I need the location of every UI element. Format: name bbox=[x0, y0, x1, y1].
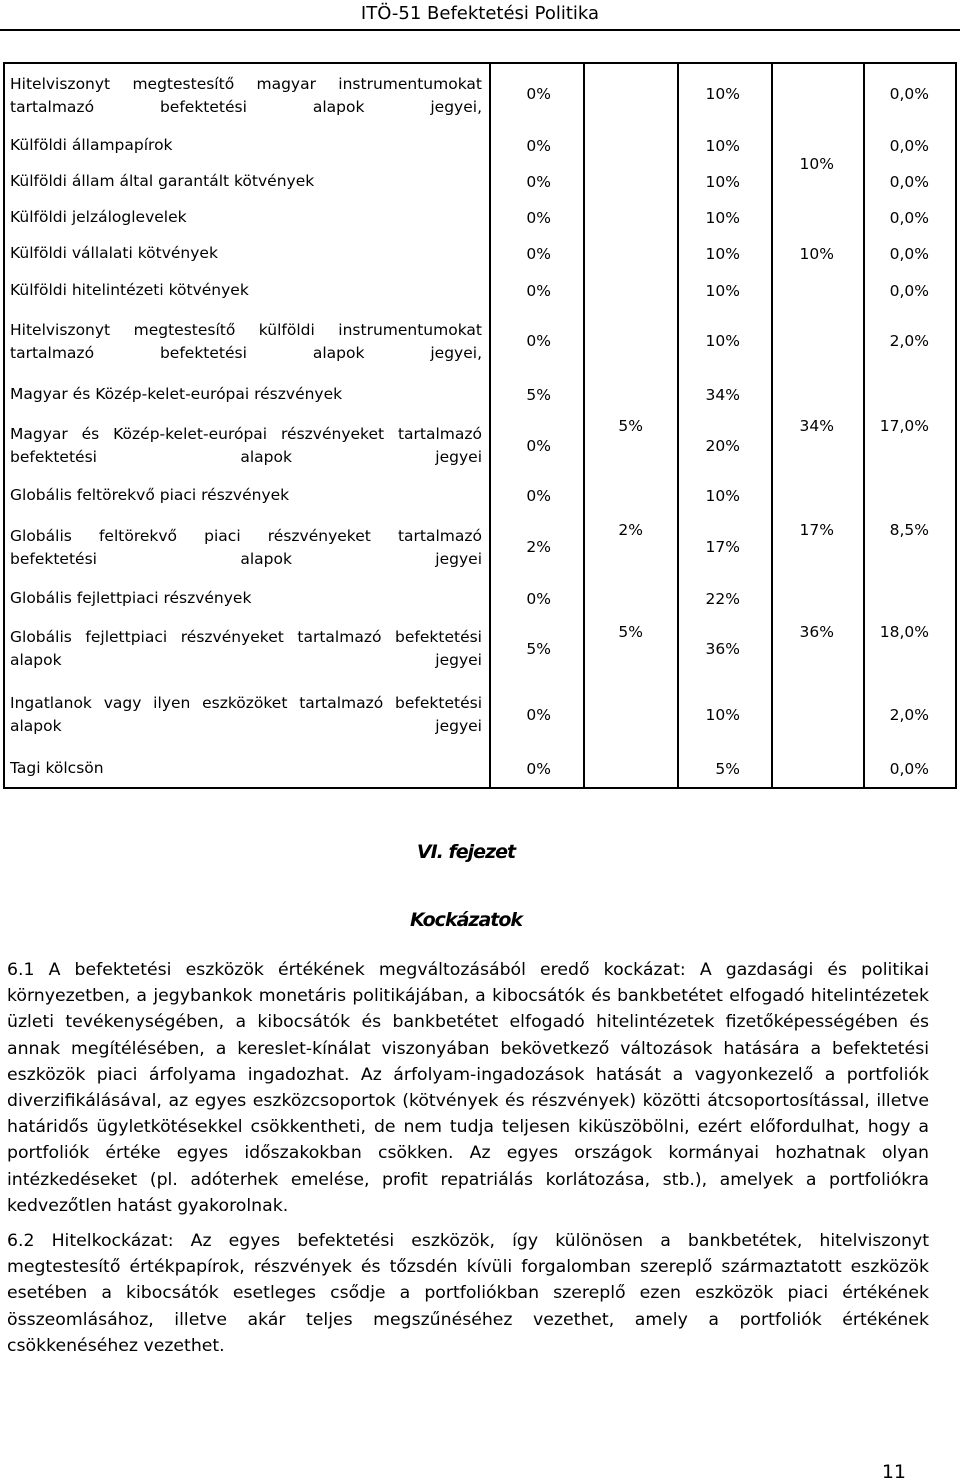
row-label: Globális feltörekvő piaci részvények bbox=[10, 486, 290, 504]
row-label: Globális fejlettpiaci részvények bbox=[10, 589, 252, 607]
allocation-table bbox=[3, 62, 957, 789]
row-min: 2% bbox=[526, 538, 551, 556]
row-max: 5% bbox=[715, 760, 740, 778]
paragraph-6-1: 6.1 A befektetési eszközök értékének megváltozásából eredő kockázat: A gazdasági és politikai környezetben, a jegybankok monetáris politikájában, a kibocsátók és bankbetétet elfogadó hitelintézetek üzleti tevékenységében, a kibocsátók és bankbetétet elfogadó hitelintézetek fizetőképességében és annak megítélésében, a kereslet-kínálat viszonyában bekövetkező változások hatására a befektetési eszközök piaci árfolyama ingadozhat. Az árfolyam-ingadozások hatását a vagyonkezelő a portfoliók diverzifikálásával, az egyes eszközcsoportok (kötvények és részvények) közötti átcsoportosítással, illetve határidős ügyletkötésekkel csökkentheti, de nem tudja teljesen kiküszöbölni, ezért előfordulhat, hogy a portfoliók értéke egyes időszakokban csökken. Az egyes országok kormányai hozhatnak olyan intézkedéseket (pl. adóterhek emelése, profit repatriálás korlátozása, stb.), amelyek a portfoliókra kedvezőtlen hatást gyakorolnak. bbox=[7, 960, 929, 1216]
row-min: 0% bbox=[526, 173, 551, 191]
row-label: Külföldi állam által garantált kötvények bbox=[10, 172, 315, 190]
row-label bbox=[10, 692, 482, 738]
group-max: 36% bbox=[799, 623, 834, 641]
group-max-lower: 10% bbox=[799, 245, 834, 263]
group-min: 5% bbox=[618, 417, 643, 435]
row-max: 10% bbox=[705, 332, 740, 350]
row-max: 10% bbox=[705, 85, 740, 103]
header-rule bbox=[0, 29, 960, 31]
row-max: 10% bbox=[705, 245, 740, 263]
table-border-top bbox=[3, 62, 957, 64]
row-min: 0% bbox=[526, 332, 551, 350]
row-max: 10% bbox=[705, 173, 740, 191]
row-min: 0% bbox=[526, 245, 551, 263]
row-neutral: 0,0% bbox=[889, 137, 929, 155]
paragraph-6-2: 6.2 Hitelkockázat: Az egyes befektetési eszközök, így különösen a bankbetétek, hitelviszonyt megtestesítő értékpapírok, részvények és tőzsdén kívüli forgalomban szereplő származtatott eszközök esetében a kibocsátók esetleges csődje a portfoliókban szereplő ezen eszközök piaci értékének összeomlásához, illetve akár teljes megszűnéséhez vezethet, amely a portfoliók értékének csökkenéséhez vezethet. bbox=[7, 1231, 929, 1356]
group-min: 5% bbox=[618, 623, 643, 641]
row-label bbox=[10, 73, 482, 119]
row-neutral: 0,0% bbox=[889, 209, 929, 227]
row-label: Magyar és Közép-kelet-európai részvények bbox=[10, 385, 343, 403]
row-min: 0% bbox=[526, 282, 551, 300]
table-border-bottom bbox=[3, 787, 957, 789]
row-label: Külföldi hitelintézeti kötvények bbox=[10, 281, 249, 299]
row-max: 34% bbox=[705, 386, 740, 404]
row-label-text: Globális feltörekvő piaci részvényeket tartalmazó befektetési alapok jegyei bbox=[10, 527, 482, 568]
row-neutral: 0,0% bbox=[889, 245, 929, 263]
row-neutral: 0,0% bbox=[889, 173, 929, 191]
chapter-number: VI. fejezet bbox=[416, 841, 516, 863]
row-label bbox=[10, 423, 482, 469]
group-min: 2% bbox=[618, 521, 643, 539]
row-min: 5% bbox=[526, 640, 551, 658]
row-min: 0% bbox=[526, 437, 551, 455]
row-label-text: Hitelviszonyt megtestesítő magyar instrumentumokat tartalmazó befektetési alapok jegyei, bbox=[10, 75, 482, 116]
row-min: 0% bbox=[526, 590, 551, 608]
row-max: 20% bbox=[705, 437, 740, 455]
row-neutral: 0,0% bbox=[889, 282, 929, 300]
row-max: 10% bbox=[705, 209, 740, 227]
row-min: 0% bbox=[526, 487, 551, 505]
table-border-right bbox=[955, 62, 957, 789]
row-label-text: Ingatlanok vagy ilyen eszközöket tartalmazó befektetési alapok jegyei bbox=[10, 694, 482, 735]
row-min: 0% bbox=[526, 209, 551, 227]
row-neutral: 2,0% bbox=[889, 706, 929, 724]
row-max: 10% bbox=[705, 487, 740, 505]
chapter-title: Kockázatok bbox=[409, 909, 523, 931]
row-label: Külföldi jelzáloglevelek bbox=[10, 208, 187, 226]
row-label-text: Globális fejlettpiaci részvényeket tartalmazó befektetési alapok jegyei bbox=[10, 628, 482, 669]
row-min: 0% bbox=[526, 137, 551, 155]
row-min: 0% bbox=[526, 85, 551, 103]
row-label-text: Magyar és Közép-kelet-európai részvényeket tartalmazó befektetési alapok jegyei bbox=[10, 425, 482, 466]
row-label: Tagi kölcsön bbox=[10, 759, 104, 777]
row-label: Külföldi vállalati kötvények bbox=[10, 244, 218, 262]
group-neutral: 18,0% bbox=[879, 623, 929, 641]
group-neutral: 17,0% bbox=[879, 417, 929, 435]
row-min: 0% bbox=[526, 760, 551, 778]
row-max: 10% bbox=[705, 706, 740, 724]
group-max: 17% bbox=[799, 521, 834, 539]
row-label bbox=[10, 319, 482, 365]
row-neutral: 0,0% bbox=[889, 760, 929, 778]
row-max: 10% bbox=[705, 282, 740, 300]
row-label: Külföldi állampapírok bbox=[10, 136, 173, 154]
col-separator-2 bbox=[583, 62, 585, 789]
row-label bbox=[10, 626, 482, 672]
row-max: 10% bbox=[705, 137, 740, 155]
row-neutral: 0,0% bbox=[889, 85, 929, 103]
group-max-upper: 10% bbox=[799, 155, 834, 173]
row-max: 36% bbox=[705, 640, 740, 658]
table-border-left bbox=[3, 62, 5, 789]
row-neutral: 2,0% bbox=[889, 332, 929, 350]
row-label bbox=[10, 525, 482, 571]
row-label-text: Hitelviszonyt megtestesítő külföldi instrumentumokat tartalmazó befektetési alapok jegyei, bbox=[10, 321, 482, 362]
page-number: 11 bbox=[881, 1461, 906, 1483]
row-min: 5% bbox=[526, 386, 551, 404]
group-max: 34% bbox=[799, 417, 834, 435]
row-max: 17% bbox=[705, 538, 740, 556]
row-min: 0% bbox=[526, 706, 551, 724]
page-header-title: ITÖ-51 Befektetési Politika bbox=[360, 3, 600, 24]
group-neutral: 8,5% bbox=[889, 521, 929, 539]
row-max: 22% bbox=[705, 590, 740, 608]
